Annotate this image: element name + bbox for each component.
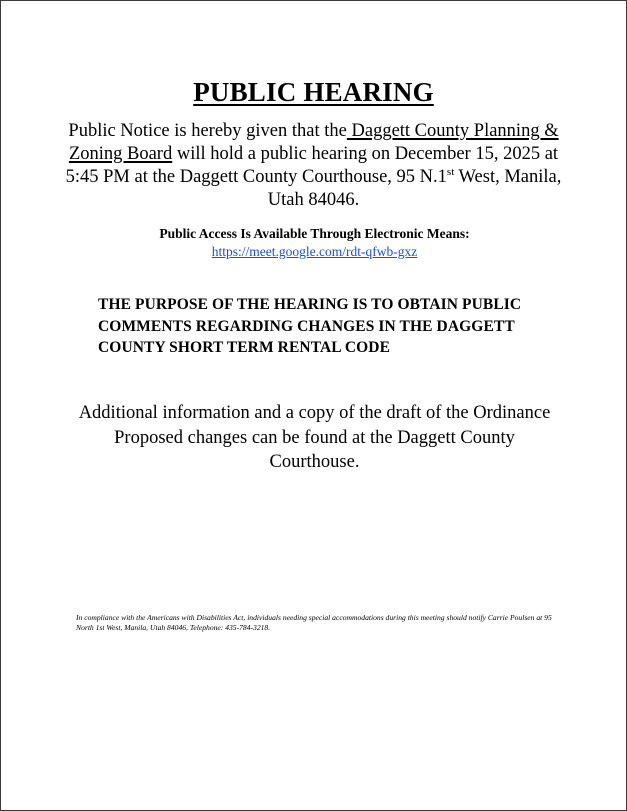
board-name: Daggett County Planning & Zoning Board	[68, 121, 559, 164]
intro-text-middle: will hold a public hearing on December 15, 2025 at 5:45 PM at the Daggett County Courthouse, 95 N.1	[65, 144, 559, 187]
hearing-purpose: THE PURPOSE OF THE HEARING IS TO OBTAIN PUBLIC COMMENTS REGARDING CHANGES IN THE DAGGETT COUNTY SHORT TERM RENTAL CODE	[98, 296, 522, 356]
intro-text-start: Public Notice is hereby given that the	[68, 121, 347, 141]
ordinal-suffix: st	[446, 166, 455, 178]
public-access-label: Public Access Is Available Through Electronic Means:	[159, 226, 470, 241]
hearing-intro-paragraph	[61, 120, 566, 212]
page-title: PUBLIC HEARING	[193, 77, 434, 107]
meeting-link[interactable]: https://meet.google.com/rdt-qfwb-gxz	[211, 244, 418, 259]
ada-compliance-notice: In compliance with the Americans with Disabilities Act, individuals needing special accommodations during this meeting should notify Carrie Poulsen at 95 North 1st West, Manila, Utah 84046, Telephone: 435-784-3218.	[76, 613, 552, 632]
intro-text-end: West, Manila, Utah 84046.	[267, 167, 562, 210]
additional-info-paragraph: Additional information and a copy of the draft of the Ordinance Proposed changes can be found at the Daggett County Courthouse.	[78, 403, 551, 472]
